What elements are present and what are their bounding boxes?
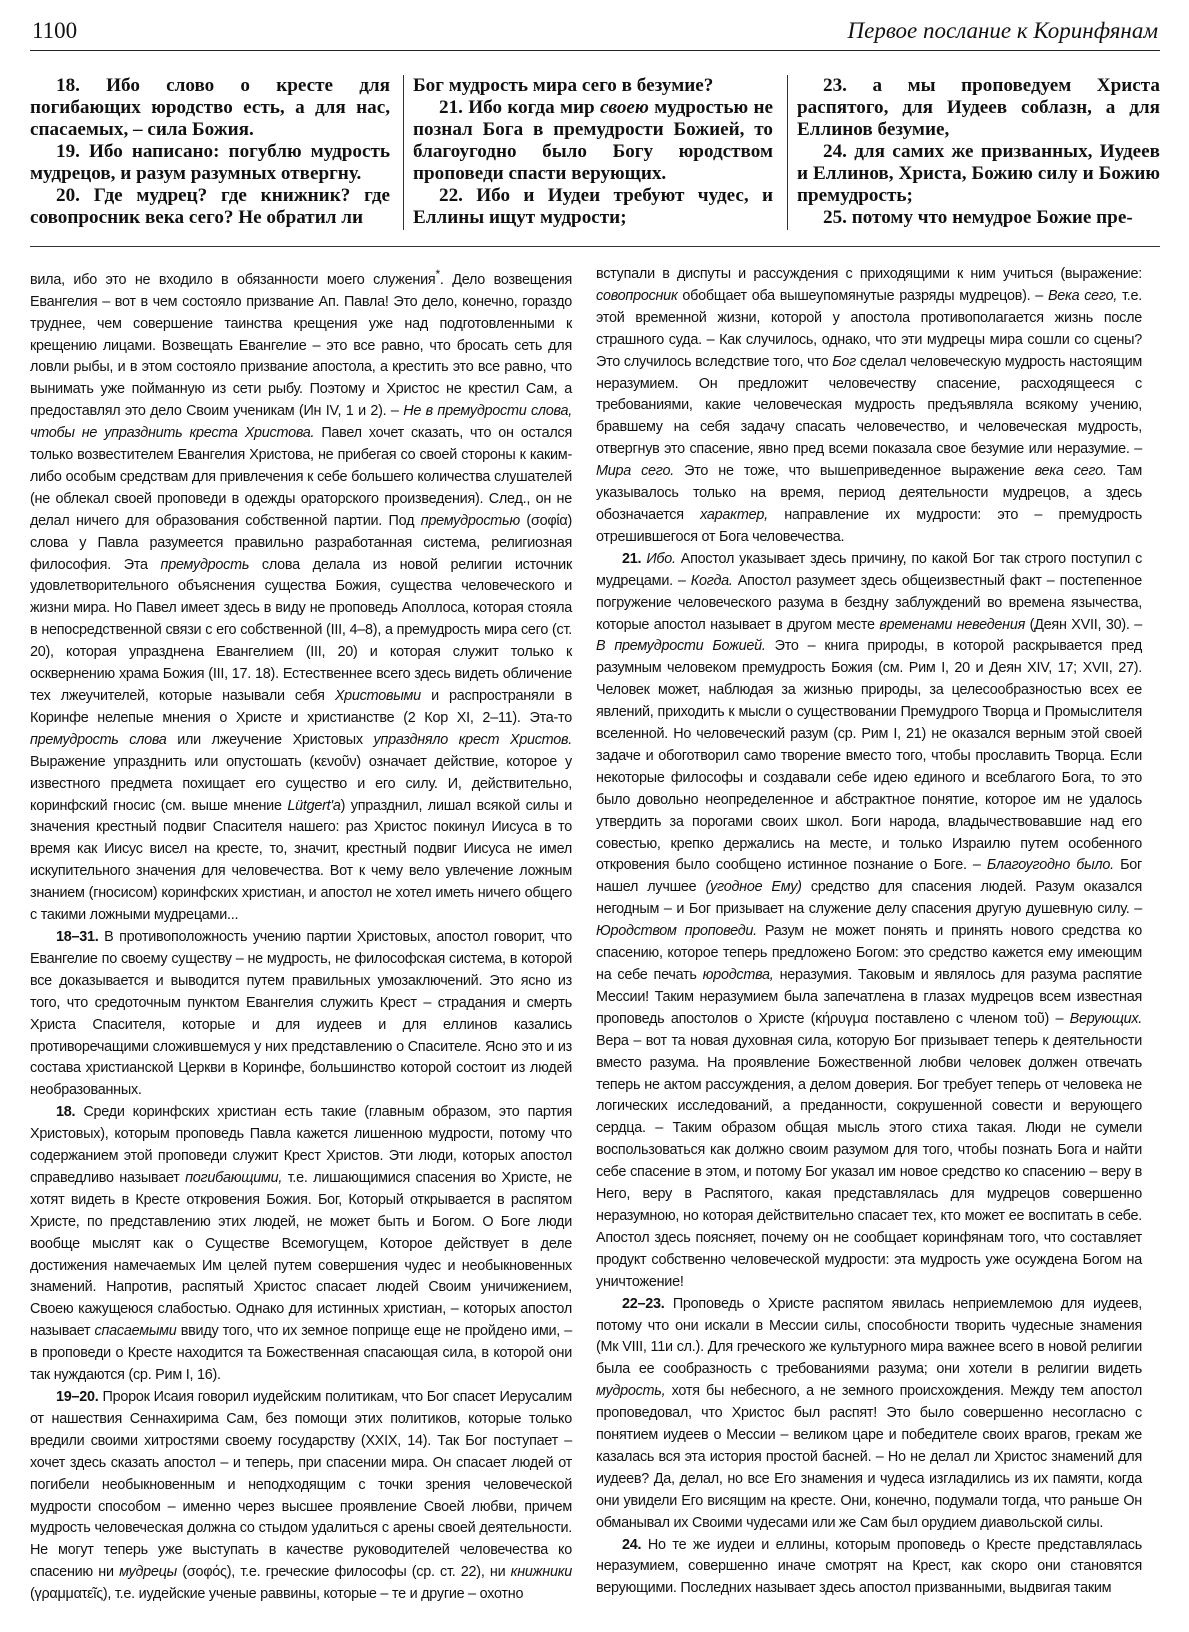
section-rule	[30, 246, 1160, 247]
commentary-paragraph: вступали в диспуты и рассуждения с приходящими к ним учиться (выражение: совопросник обобщает оба вышеупомянутые разряды мудрецов). – Века сего, т.е. этой временной жизни, которой у апостола противополагается жизнь после страшного суда. – Как случилось, однако, что эти мудрецы мира сошли со сцены? Это случилось вследствие того, что Бог сделал человеческую мудрость настоящим неразумием. Он предложит человечеству спасение, расходящееся с требованиями, какие человеческая мудрость предъявляла всякому учению, бравшему на себя задачу спасать человечество, и человеческая мудрость, отвергнув это спасение, явно пред всеми показала свое безумие или неразумие. – Мира сего. Это не тоже, что вышеприведенное выражение века сего. Там указывалось только на время, период деятельности мудрецов, а здесь обозначается характер, направление их мудрости: это – премудрость отрешившегося от Бога человечества.	[596, 266, 1143, 545]
verse-column-1	[30, 75, 390, 229]
verse-18: 18. Ибо слово о кресте для погибающих юродство есть, а для нас, спасаемых, – сила Божия.	[30, 75, 390, 140]
verse-20-cont: Бог мудрость мира сего в безумие?	[413, 75, 714, 96]
commentary-paragraph: 22–23. Проповедь о Христе распятом явилась неприемлемою для иудеев, потому что они искали в Мессии силы, способности творить чудесные знамения (Мк VIII, 11и сл.). Для греческого же культурного мира важнее всего в новой религии была ее сообразность с требованиями разума; они хотели в религии видеть мудрость, хотя бы небесного, а не земного происхождения. Между тем апостол проповедовал, что Христос был распят! Это было совершенно несогласно с понятием иудеев о Мессии – великом царе и победителе своих врагов, грекам же казалась вся эта история простой басней. – Но не делал ли Христос знамений для иудеев? Да, делал, но все Его знамения и чудеса изгладились из их памяти, когда они увидели Его висящим на кресте. Они, конечно, подумали тогда, что раньше Он обманывал их Своими чудесами или же Сам был орудием диавольской силы.	[596, 1295, 1142, 1531]
verse-column-2	[413, 75, 773, 229]
verse-24: 24. для самих же призванных, Иудеев и Еллинов, Христа, Божию силу и Божию премудрость;	[797, 140, 1160, 206]
commentary-paragraph: вила, ибо это не входило в обязанности моего служения*. Дело возвещения Евангелия – вот в чем состояло призвание Ап. Павла! Это дело, конечно, гораздо труднее, чем совершение таинства крещения уже над подготовленными к крещению лицами. Возвещать Евангелие – это все равно, что бросать сеть для ловли рыбы, и в этом состояло призвание апостола, а крестить это все равно, что вынимать уже пойманную из сети рыбу. Поэтому и Христос не крестил Сам, а предоставлял это дело Своим ученикам (Ин IV, 1 и 2). – Не в премудрости слова, чтобы не упразднить креста Христова. Павел хочет сказать, что он остался только возвестителем Евангелия Христова, не прибегая со своей стороны к каким-либо особым средствам для привлечения к себе большего количества слушателей (не облекал своей проповеди в одежды ораторского произведения). След., он не делал ничего для образования собственной партии. Под премудростью (σοφία) слова у Павла разумеется правильно разработанная система, религиозная философия. Эта премудрость слова делала из новой религии источник удовлетворительного объяснения существа Божия, существа человеческого и жизни мира. Но Павел имеет здесь в виду не проповедь Аполлоса, которая стояла в непосредственной связи с его собственной (III, 4–8), а премудрость мира сего (ст. 20), которая упразднена Евангелием (III, 20) и которая служит только к осквернению храма Божия (III, 17. 18). Естественнее всего здесь видеть обличение тех лжеучителей, которые называли себя Христовыми и распространяли в Коринфе нелепые мнения о Христе и христианстве (2 Кор XI, 2–11). Эта-то премудрость слова или лжеучение Христовых упраздняло крест Христов. Выражение упразднить или опустошать (κενοῦν) означает действие, которое у известного предмета похищает его существо и его силу. И, действительно, коринфский гносис (см. выше мнение Lütgert'a) упразднил, лишал всякой силы и значения крестный подвиг Спасителя нашего: раз Христос покинул Иисуса в то время как Иисус висел на кресте, то, значит, крестный подвиг Иисуса не имел искупительного значения для человечества. Вот к чему вело увлечение ложным знанием (гносисом) коринфских христиан, и апостол не хотел иметь ничего общего с такими ложными мудрецами...	[30, 267, 573, 924]
verse-20: 20. Где мудрец? где книжник? где совопросник века сего? Не обратил ли	[30, 184, 390, 228]
verse-column-3	[797, 75, 1160, 229]
commentary-right-column	[596, 264, 1142, 1600]
commentary-paragraph: 18–31. В противоположность учению партии Христовых, апостол говорит, что Евангелие по своему существу – не мудрость, не философская система, в которой все доказывается и выводится путем правильных умозаключений. Это ясно из того, что средоточным пунктом Евангелия служить Крест – страдания и смерть Христа Спасителя, которые и для иудеев и для еллинов казались противоречащими сложившемуся у них представлению о Спасителе. Ясно это и из состава христианской Церкви в Коринфе, большинство которой состоит из людей необразованных.	[30, 928, 572, 1099]
page-header	[30, 12, 1160, 51]
verse-19: 19. Ибо написано: погублю мудрость мудрецов, и разум разумных отвергну.	[30, 140, 390, 184]
running-title: Первое послание к Коринфянам	[847, 18, 1158, 43]
commentary-paragraph: 24. Но те же иудеи и еллины, которым проповедь о Кресте представлялась неразумием, совершенно иначе смотрят на Крест, как скоро они становятся верующими. Последних называет здесь апостол призванными, выдвигая таким	[596, 1536, 1142, 1597]
scripture-verses	[30, 75, 1160, 247]
verse-23: 23. а мы проповедуем Христа распятого, для Иудеев соблазн, а для Еллинов безумие,	[797, 75, 1160, 140]
commentary-paragraph: 18. Среди коринфских христиан есть такие (главным образом, это партия Христовых), которым проповедь Павла кажется лишенною мудрости, потому что содержанием этой проповеди служит Крест Христов. Эти люди, которых апостол справедливо называет погибающими, т.е. лишающимися спасения во Христе, не хотят видеть в Кресте откровения Божия. Бог, Который открывается в распятом Христе, по представлению этих людей, не может быть и Богом. О Боге люди вообще мыслят как о Существе Всемогущем, Которое действует в деле достижения намечаемых Им целей путем совершения чудес и необыкновенных знамений. Напротив, распятый Христос спасает людей Своим уничижением, Своею кажущеюся слабостью. Однако для истинных христиан, – которых апостол называет спасаемыми ввиду того, что их земное поприще еще не пройдено ими, – в проповеди о Кресте находится та Божественная спасающая сила, в которой они так нуждаются (ср. Рим I, 16).	[30, 1104, 573, 1384]
book-page	[30, 12, 1160, 1622]
verse-25: 25. потому что немудрое Божие пре-	[823, 206, 1133, 228]
column-divider	[787, 75, 788, 230]
page-number: 1100	[32, 18, 78, 43]
column-divider	[403, 75, 404, 230]
verse-21: 21. Ибо когда мир своею мудростью не познал Бога в премудрости Божией, то благоугодно было Богу юродством проповеди спасти верующих.	[413, 96, 773, 184]
commentary-paragraph: 21. Ибо. Апостол указывает здесь причину, по какой Бог так строго поступил с мудрецами. – Когда. Апостол разумеет здесь общеизвестный факт – постепенное погружение человеческого разума в бездну заблуждений во времена язычества, которые апостол называет в другом месте временами неведения (Деян XVII, 30). – В премудрости Божией. Это – книга природы, в которой раскрывается пред разумным человеком премудрость Божия (см. Рим I, 20 и Деян XIV, 17; XVII, 27). Человек может, наблюдая за жизнью природы, за целесообразностью всех ее явлений, приходить к мысли о существовании Премудрого Творца и Промыслителя вселенной. Но человеческий разум (ср. Рим I, 21) не оказался верным этой своей задаче и обоготворил само творение вместо того, чтобы прославить Творца. Если некоторые философы и создавали себе идею единого и всеблагого Бога, то это было довольно неопределенное и абстрактное понятие, которое им не удалось утвердить за порогами своих школ. Боги народа, владычествовавшие над его совестью, крепко держались на месте, и только Израилю путем особенного откровения было сообщено истинное познание о Боге. – Благоугодно было. Бог нашел лучшее (угодное Ему) средство для спасения людей. Разум оказался негодным – и Бог призывает на служение делу спасения другую душевную силу. – Юродством проповеди. Разум не может понять и принять нового средства ко спасению, которое теперь предложено Богом: это средство кажется ему имеющим на себе печать юродства, неразумия. Таковым и являлось для разума распятие Мессии! Таким неразумием была запечатлена в глазах мудрецов всем известная проповедь апостолов о Христе (κήρυγμα поставлено с членом τοῦ) – Верующих. Вера – вот та новая духовная сила, которую Бог призывает теперь к деятельности вместо разума. На проявление Божественной любви человек должен отвечать теперь не актом рассуждения, а делом доверия. Бог требует теперь от человека не логических исследований, а преданности, сокрушенной совести и верующего сердца. – Таким образом общая мысль этого стиха такая. Люди не сумели воспользоваться как должно своим разумом для того, чтобы познать Бога и найти себе спасение в этом, и потому Бог указал им новое средство ко спасению – веру в Него, веру в Распятого, какая представлялась для мудрецов совершенно неразумною, но которая действительно спасает тех, кто может ее воспитать в себе. Апостол здесь поясняет, почему он не сообщает коринфянам того, что составляет продукт собственно человеческой мудрости: эта мудрость уже осуждена Богом на уничтожение!	[596, 550, 1143, 1290]
commentary-paragraph: 19–20. Пророк Исаия говорил иудейским политикам, что Бог спасет Иерусалим от нашествия Сеннахирима Сам, без помощи этих политиков, которые только вредили своими хитростями своему государству (XXIX, 14). Так Бог поступает – хочет здесь сказать апостол – и теперь, при спасении мира. Он спасает людей от погибели необыкновенным и неподходящим с точки зрения человеческой мудрости способом – именно через высшее проявление Своей любви, причем мудрость человеческая должна со стыдом удалиться с арены своей деятельности. Не могут теперь уже выступать в качестве руководителей человечества ко спасению ни мудрецы (σοφός), т.е. греческие философы (ср. ст. 22), ни книжники (γραμματεῖς), т.е. иудейские ученые раввины, которые – те и другие – охотно	[30, 1389, 573, 1603]
commentary-left-column	[30, 264, 572, 1606]
verse-22: 22. Ибо и Иудеи требуют чудес, и Еллины ищут мудрости;	[413, 184, 773, 228]
